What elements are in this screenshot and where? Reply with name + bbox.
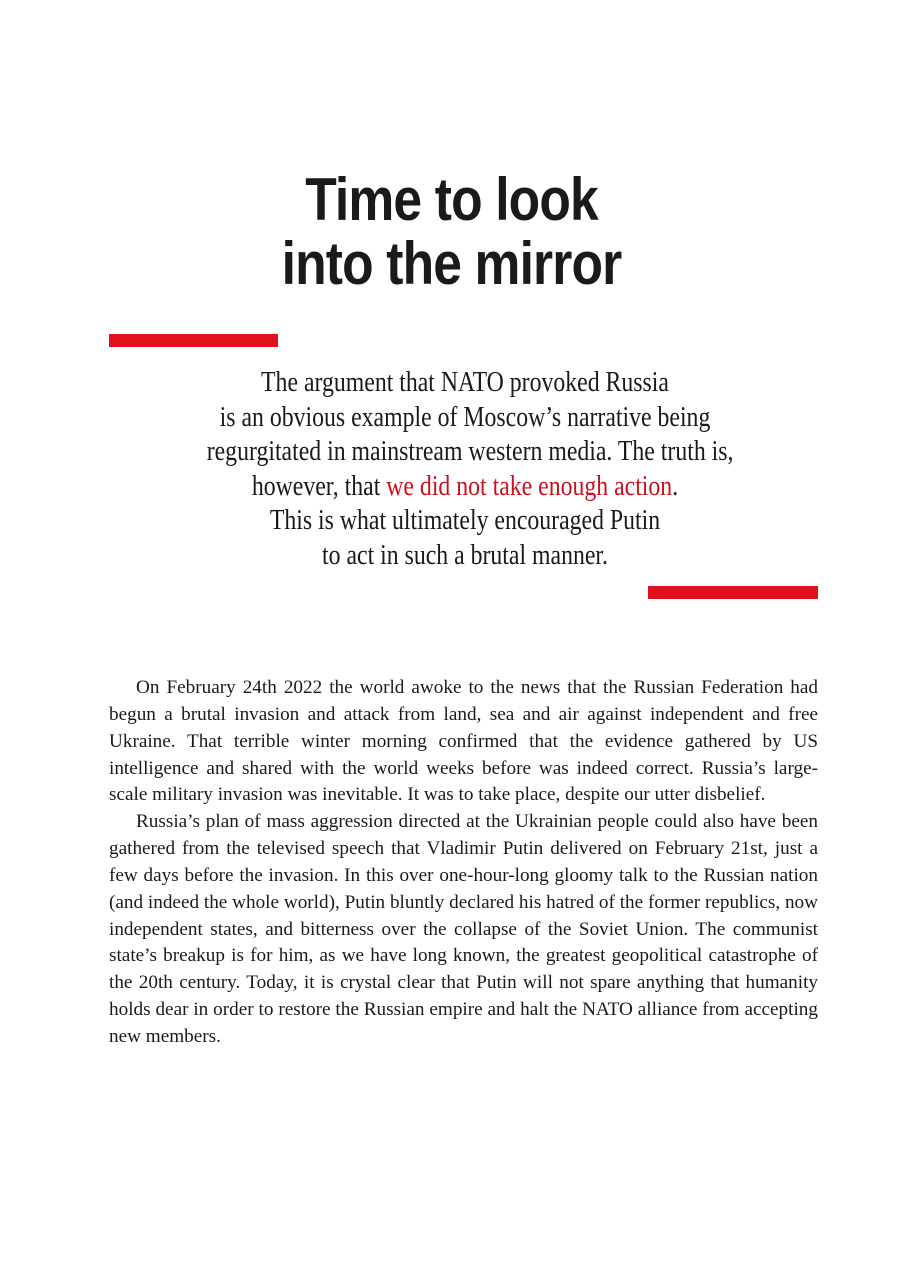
body-paragraph-2: Russia’s plan of mass aggression directed at the Ukrainian people could also have been gathered from the televised speech that Vladimir Putin delivered on February 21st, just a few days before the invasion. In this over one-hour-long gloomy talk to the Russian nation (and indeed the whole world), Putin bluntly declared his hatred of the former republics, now independent states, and bitterness over the collapse of the Soviet Union. The communist state’s breakup is for him, as we have long known, the greatest geopolitical catastrophe of the 20th century. Today, it is crystal clear that Putin will not spare anything that humanity holds dear in order to restore the Russian empire and halt the NATO alliance from accepting new members.	[109, 811, 818, 1047]
pull-quote-line-5: This is what ultimately encouraged Putin	[269, 504, 661, 536]
pull-quote-line-4	[207, 469, 724, 504]
article-body	[109, 675, 818, 1051]
pull-quote-line-1: The argument that NATO provoked Russia	[261, 366, 669, 398]
body-paragraph-1: On February 24th 2022 the world awoke to the news that the Russian Federation had begun a brutal invasion and attack from land, sea and air against independent and free Ukraine. That terrible winter morning confirmed that the evidence gathered by US intelligence and shared with the world weeks before was indeed correct. Russia’s large-scale military invasion was inevitable. It was to take place, despite our utter disbelief.	[109, 677, 818, 806]
pull-quote	[150, 365, 780, 572]
pull-quote-top-accent-bar	[109, 334, 278, 347]
pull-quote-line-2: is an obvious example of Moscow’s narrative being	[219, 400, 711, 433]
pull-quote-highlight: we did not take enough action	[386, 469, 673, 502]
pull-quote-line-4-start: however, that	[251, 469, 387, 502]
pull-quote-line-3: regurgitated in mainstream western media. The truth is,	[206, 435, 734, 467]
pull-quote-line-4-end: .	[672, 469, 679, 502]
pull-quote-bottom-accent-bar	[648, 586, 818, 599]
title-line-2: into the mirror	[281, 230, 622, 298]
page-title	[65, 168, 838, 296]
pull-quote-line-6: to act in such a brutal manner.	[322, 538, 608, 571]
title-line-1: Time to look	[305, 166, 598, 234]
